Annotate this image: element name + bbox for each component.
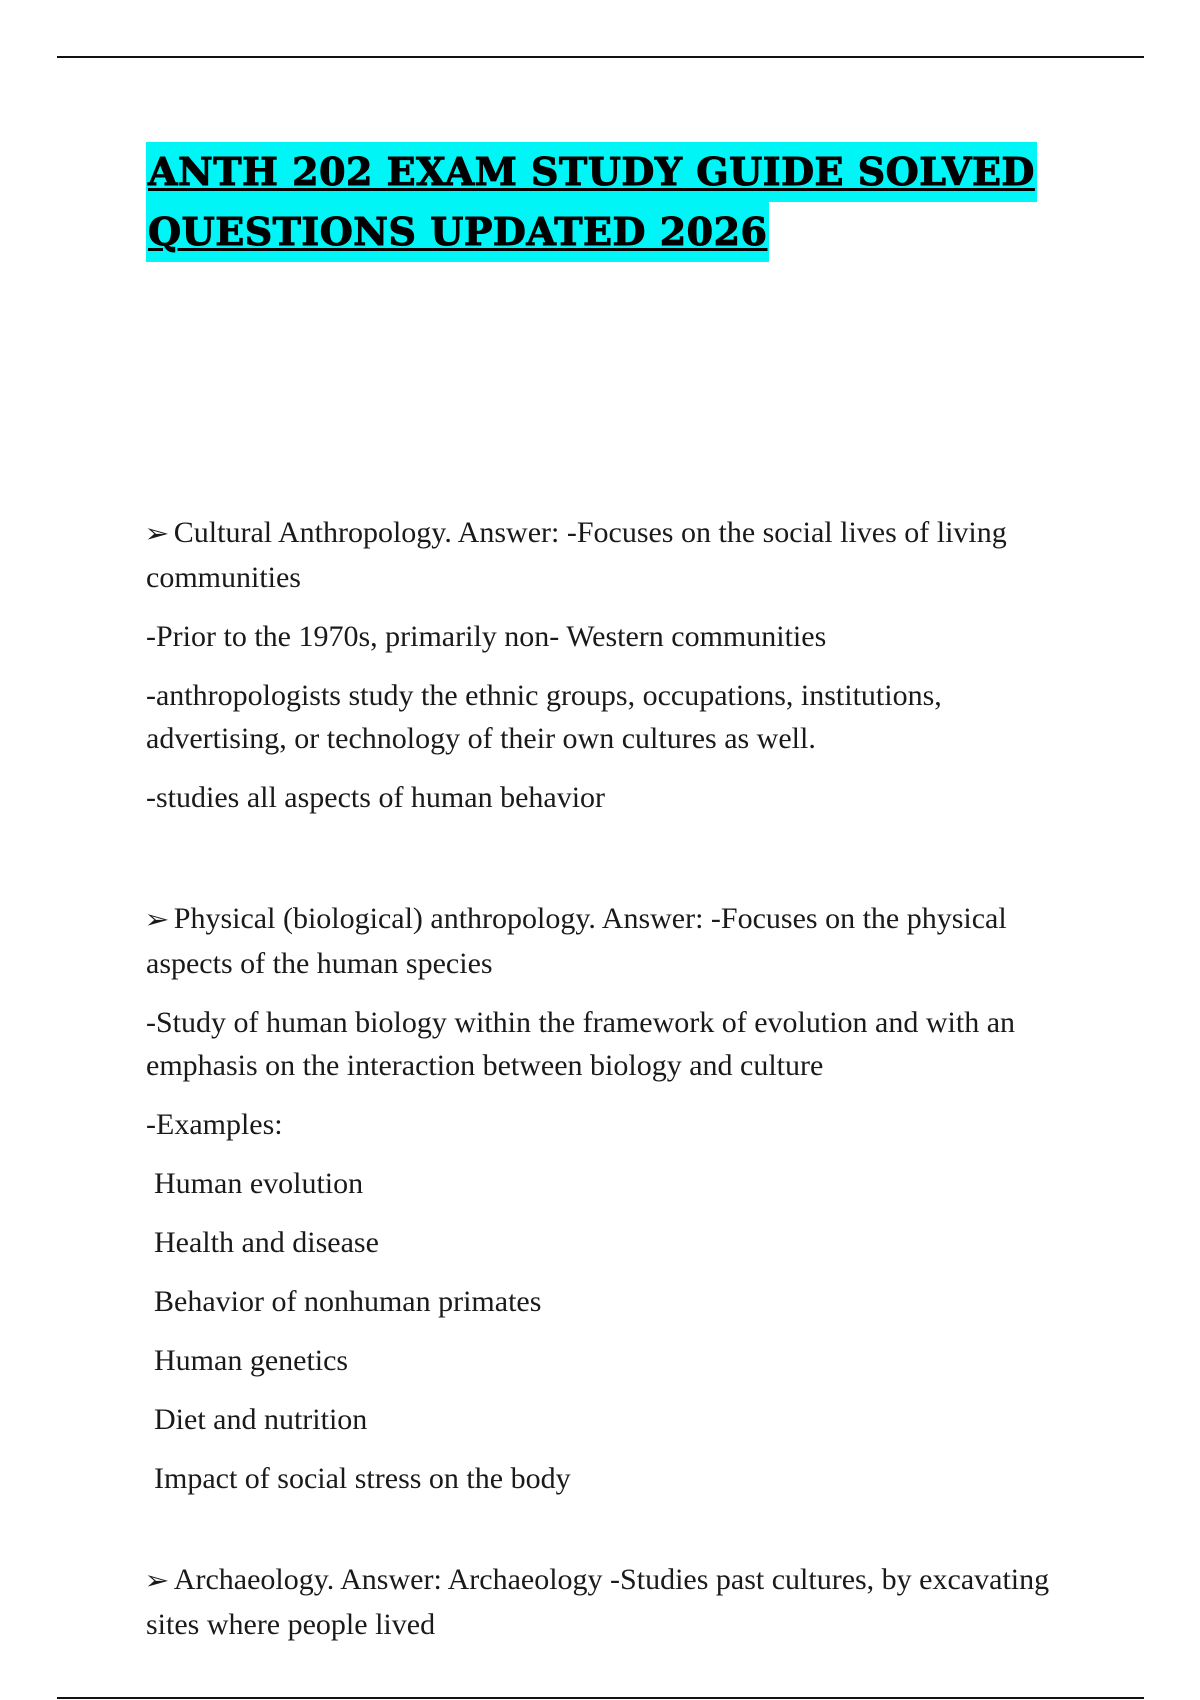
answer-line: -anthropologists study the ethnic groups, occupations, institutions, advertising, or technology of their own cultures as well. <box>146 679 942 755</box>
example-item: Diet and nutrition <box>154 1403 368 1436</box>
arrow-bullet-icon: ➢ <box>144 1566 170 1596</box>
question-text: Physical (biological) anthropology. Answer: -Focuses on the physical aspects of the human species <box>146 902 1007 980</box>
qa-archaeology <box>146 1558 1066 1646</box>
document-body <box>146 142 1066 1662</box>
example-item: Human genetics <box>154 1344 349 1377</box>
top-rule <box>57 56 1144 58</box>
example-item: Human evolution <box>154 1167 364 1200</box>
question-text: Cultural Anthropology. Answer: -Focuses on the social lives of living communities <box>146 516 1007 594</box>
qa-cultural-anthropology <box>146 511 1066 819</box>
question-text: Archaeology. Answer: Archaeology -Studies past cultures, by excavating sites where people lived <box>146 1563 1050 1641</box>
title-line-1: ANTH 202 EXAM STUDY GUIDE SOLVED <box>146 142 1037 202</box>
question-line <box>146 1558 1066 1646</box>
example-item: Health and disease <box>154 1226 379 1259</box>
example-item: Behavior of nonhuman primates <box>154 1285 542 1318</box>
arrow-bullet-icon: ➢ <box>144 905 170 935</box>
answer-line: -Prior to the 1970s, primarily non- Western communities <box>146 620 827 653</box>
example-item: Impact of social stress on the body <box>154 1462 571 1495</box>
bottom-rule <box>57 1697 1144 1699</box>
answer-line: -Examples: <box>146 1108 283 1141</box>
answer-line: -Study of human biology within the framework of evolution and with an emphasis on the interaction between biology and culture <box>146 1006 1016 1082</box>
qa-physical-anthropology <box>146 897 1066 1500</box>
question-line <box>146 897 1066 985</box>
question-line <box>146 511 1066 599</box>
arrow-bullet-icon: ➢ <box>144 519 170 549</box>
answer-line: -studies all aspects of human behavior <box>146 781 606 814</box>
document-title <box>146 142 1066 262</box>
title-line-2: QUESTIONS UPDATED 2026 <box>146 202 769 262</box>
